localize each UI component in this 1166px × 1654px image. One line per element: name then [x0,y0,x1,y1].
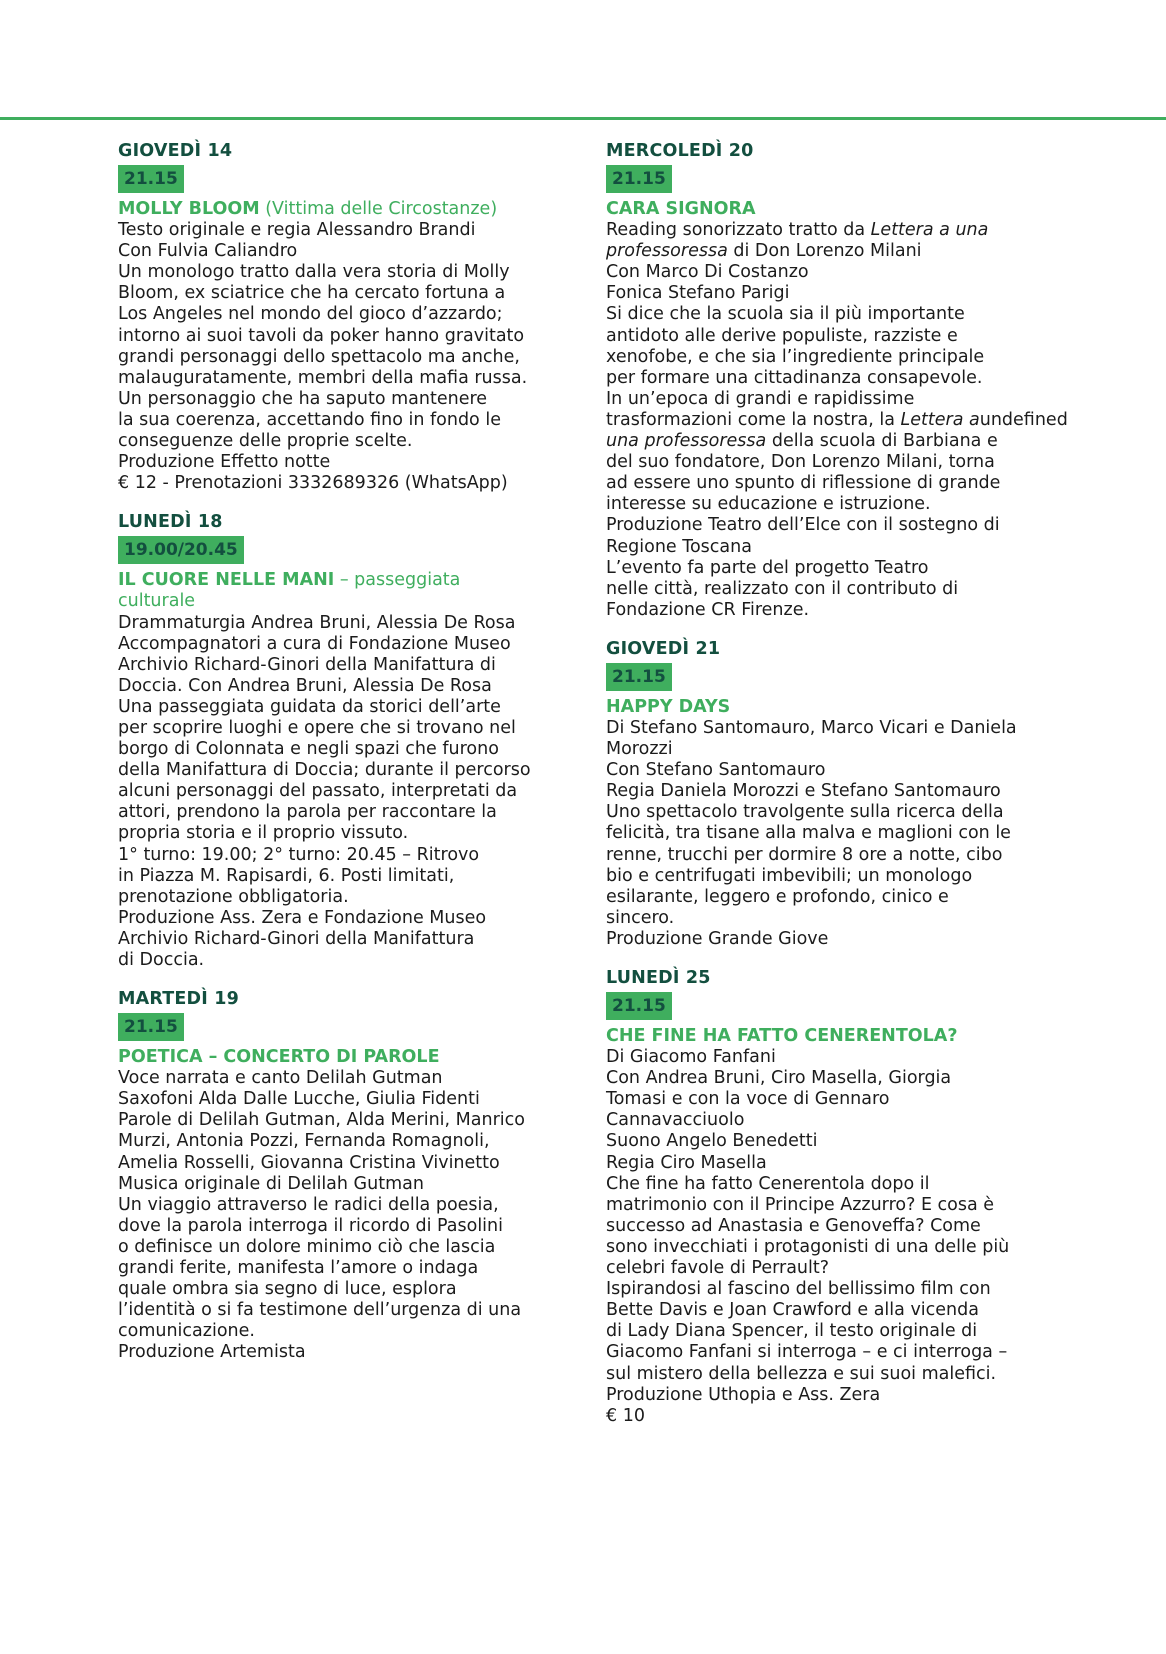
event-line: intorno ai suoi tavoli da poker hanno gravitato [118,325,525,346]
left-column [118,141,568,1382]
event-line: Voce narrata e canto Delilah Gutman [118,1068,443,1089]
event-line: Con Andrea Bruni, Ciro Masella, Giorgia [606,1068,952,1089]
event-line: Un viaggio attraverso le radici della poesia, [118,1194,499,1215]
event-line: Di Giacomo Fanfani [606,1047,776,1068]
event-line: In un’epoca di grandi e rapidissime [606,388,915,409]
event-line: Di Stefano Santomauro, Marco Vicari e Daniela [606,717,1017,738]
event-line: Archivio Richard-Ginori della Manifattura di [118,654,496,675]
event-line: Uno spettacolo travolgente sulla ricerca della [606,802,1004,823]
event-line: per scoprire luoghi e opere che si trovano nel [118,717,516,738]
top-divider [0,117,1166,120]
event-day: GIOVEDÌ 14 [118,141,233,161]
event-line: Con Fulvia Caliandro [118,241,298,262]
event-line: Drammaturgia Andrea Bruni, Alessia De Rosa [118,612,516,633]
event-line: borgo di Colonnata e negli spazi che furono [118,739,499,760]
event-line: interesse su educazione e istruzione. [606,494,931,515]
event-line: Archivio Richard-Ginori della Manifattura [118,928,475,949]
event-line: Bette Davis e Joan Crawford e alla vicenda [606,1300,979,1321]
event-day: GIOVEDÌ 21 [606,638,721,659]
event-line: Doccia. Con Andrea Bruni, Alessia De Rosa [118,675,492,696]
event-line: Si dice che la scuola sia il più importante [606,304,965,325]
event-line: quale ombra sia segno di luce, esplora [118,1279,457,1300]
event-line: Un monologo tratto dalla vera storia di Molly [118,262,510,283]
event-line: Produzione Uthopia e Ass. Zera [606,1384,881,1405]
event-line: Con Marco Di Costanzo [606,262,809,283]
event-title [606,199,1066,220]
event-line: Produzione Grande Giove [606,928,829,949]
event-line: Produzione Ass. Zera e Fondazione Museo [118,907,487,928]
event-martedi-19 [118,989,568,1363]
event-title-sub: – passeggiata culturale [118,570,461,612]
event-title [606,697,1066,718]
event-title-main: CARA SIGNORA [606,199,756,219]
event-line: conseguenze delle proprie scelte. [118,431,413,452]
event-line: dove la parola interroga il ricordo di Pasolini [118,1215,503,1236]
event-line: sul mistero della bellezza e sui suoi malefici. [606,1363,997,1384]
event-line: l’identità o si fa testimone dell’urgenza di una [118,1300,522,1321]
event-line: di Doccia. [118,950,205,970]
event-line: Musica originale di Delilah Gutman [118,1173,424,1194]
event-line: trasformazioni come la nostra, la Lettera aundefined [606,409,1068,430]
event-day: MERCOLEDÌ 20 [606,141,754,161]
event-line: xenofobe, e che sia l’ingrediente principale [606,346,985,367]
event-line: della Manifattura di Doccia; durante il percorso [118,760,531,781]
event-line: esilarante, leggero e profondo, cinico e [606,886,949,907]
event-line: Los Angeles nel mondo del gioco d’azzardo; [118,304,503,325]
event-line: grandi personaggi dello spettacolo ma anche, [118,346,520,367]
event-line: la sua coerenza, accettando fino in fondo le [118,409,501,430]
event-line: € 10 [606,1405,645,1426]
event-line: successo ad Anastasia e Genoveffa? Come [606,1215,981,1236]
event-giovedi-14 [118,141,568,494]
event-line: Produzione Artemista [118,1342,306,1363]
event-line: del suo fondatore, Don Lorenzo Milani, torna [606,452,995,473]
event-line: bio e centrifugati imbevibili; un monologo [606,865,973,886]
event-time-badge: 21.15 [606,663,672,691]
event-line: Morozzi [606,739,673,760]
event-day: MARTEDÌ 19 [118,989,240,1010]
event-title-main: POETICA – CONCERTO DI PAROLE [118,1047,440,1068]
event-line: matrimonio con il Principe Azzurro? E cosa è [606,1194,995,1215]
event-line: attori, prendono la parola per raccontare la [118,802,497,823]
event-line: Reading sonorizzato tratto da Lettera a una [606,220,989,241]
event-lunedi-25 [606,968,1066,1427]
event-line: nelle città, realizzato con il contributo di [606,578,959,599]
event-line: Cannavacciuolo [606,1110,745,1131]
event-title-main: IL CUORE NELLE MANI [118,570,335,591]
right-column [606,141,1066,1445]
event-line: renne, trucchi per dormire 8 ore a notte, cibo [606,844,1003,865]
event-lunedi-18 [118,512,568,971]
event-line: 1° turno: 19.00; 2° turno: 20.45 – Ritrovo [118,844,480,865]
event-line: felicità, tra tisane alla malva e maglioni con le [606,823,1011,844]
event-line: alcuni personaggi del passato, interpretati da [118,781,518,802]
event-line: una professoressa della scuola di Barbiana e [606,431,998,452]
event-line: Produzione Effetto notte [118,452,331,473]
event-title [118,570,488,612]
event-line: Regia Daniela Morozzi e Stefano Santomauro [606,781,1001,802]
event-line: Con Stefano Santomauro [606,760,826,781]
event-line: propria storia e il proprio vissuto. [118,823,409,844]
event-line: Saxofoni Alda Dalle Lucche, Giulia Fidenti [118,1089,480,1110]
event-line: antidoto alle derive populiste, razziste e [606,325,958,346]
event-line: di Lady Diana Spencer, il testo originale di [606,1321,978,1342]
event-line: ad essere uno spunto di riflessione di grande [606,473,1001,494]
event-time-badge: 19.00/20.45 [118,536,244,564]
event-title-main: CHE FINE HA FATTO CENERENTOLA? [606,1026,958,1046]
event-giovedi-21 [606,639,1066,950]
event-time-badge: 21.15 [118,1013,184,1041]
event-line: L’evento fa parte del progetto Teatro [606,557,929,578]
event-line: Regia Ciro Masella [606,1152,767,1173]
event-title [118,1047,568,1068]
event-line: Parole di Delilah Gutman, Alda Merini, Manrico [118,1110,525,1131]
event-line: comunicazione. [118,1321,255,1342]
event-line: Che fine ha fatto Cenerentola dopo il [606,1173,930,1194]
event-line: in Piazza M. Rapisardi, 6. Posti limitati, [118,865,455,886]
event-line: Tomasi e con la voce di Gennaro [606,1089,890,1110]
event-line: Bloom, ex sciatrice che ha cercato fortuna a [118,283,506,304]
event-title [606,1026,1066,1047]
event-line: Un personaggio che ha saputo mantenere [118,388,488,409]
event-line: malauguratamente, membri della mafia russa. [118,367,528,388]
event-line: per formare una cittadinanza consapevole. [606,367,983,388]
event-title-main: MOLLY BLOOM [118,199,260,219]
event-time-badge: 21.15 [606,992,672,1020]
event-line: Produzione Teatro dell’Elce con il sostegno di [606,515,1000,536]
event-day: LUNEDÌ 25 [606,968,711,988]
event-line: Testo originale e regia Alessandro Brandi [118,220,476,241]
event-line: Ispirandosi al fascino del bellissimo film con [606,1279,991,1300]
event-title-sub: (Vittima delle Circostanze) [259,199,498,219]
event-line: sincero. [606,907,675,928]
event-line: Fonica Stefano Parigi [606,283,790,304]
event-line: grandi ferite, manifesta l’amore o indaga [118,1258,479,1279]
event-line: sono invecchiati i protagonisti di una delle più [606,1236,1010,1257]
event-line: € 12 - Prenotazioni 3332689326 (WhatsApp) [118,473,508,494]
event-line: professoressa di Don Lorenzo Milani [606,241,922,262]
event-title-main: HAPPY DAYS [606,696,731,717]
event-line: Una passeggiata guidata da storici dell’arte [118,696,501,717]
event-line: prenotazione obbligatoria. [118,886,349,907]
event-line: o definisce un dolore minimo ciò che lascia [118,1236,496,1257]
event-line: Amelia Rosselli, Giovanna Cristina Vivinetto [118,1152,500,1173]
event-time-badge: 21.15 [606,165,672,193]
event-line: Murzi, Antonia Pozzi, Fernanda Romagnoli, [118,1131,490,1152]
event-line: Fondazione CR Firenze. [606,599,810,620]
event-day: LUNEDÌ 18 [118,512,223,533]
event-line: Suono Angelo Benedetti [606,1131,818,1152]
event-time-badge: 21.15 [118,165,184,193]
event-line: Accompagnatori a cura di Fondazione Museo [118,633,511,654]
event-line: celebri favole di Perrault? [606,1258,830,1279]
event-line: Regione Toscana [606,536,752,557]
event-line: Giacomo Fanfani si interroga – e ci interroga – [606,1342,1008,1363]
event-title [118,199,568,220]
event-mercoledi-20 [606,141,1066,621]
